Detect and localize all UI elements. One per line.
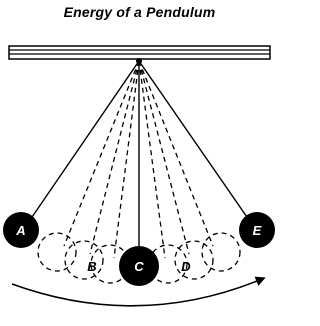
bob-c — [119, 246, 159, 286]
label-c: C — [134, 259, 144, 274]
diagram-title: Energy of a Pendulum — [63, 4, 216, 20]
bob-a — [3, 212, 39, 248]
solid-strings — [30, 61, 249, 247]
label-a: A — [16, 223, 26, 238]
bob-e — [239, 212, 275, 248]
support-bar — [9, 46, 270, 59]
label-b: B — [87, 259, 97, 274]
label-e: E — [252, 223, 262, 238]
label-d: D — [181, 259, 191, 274]
